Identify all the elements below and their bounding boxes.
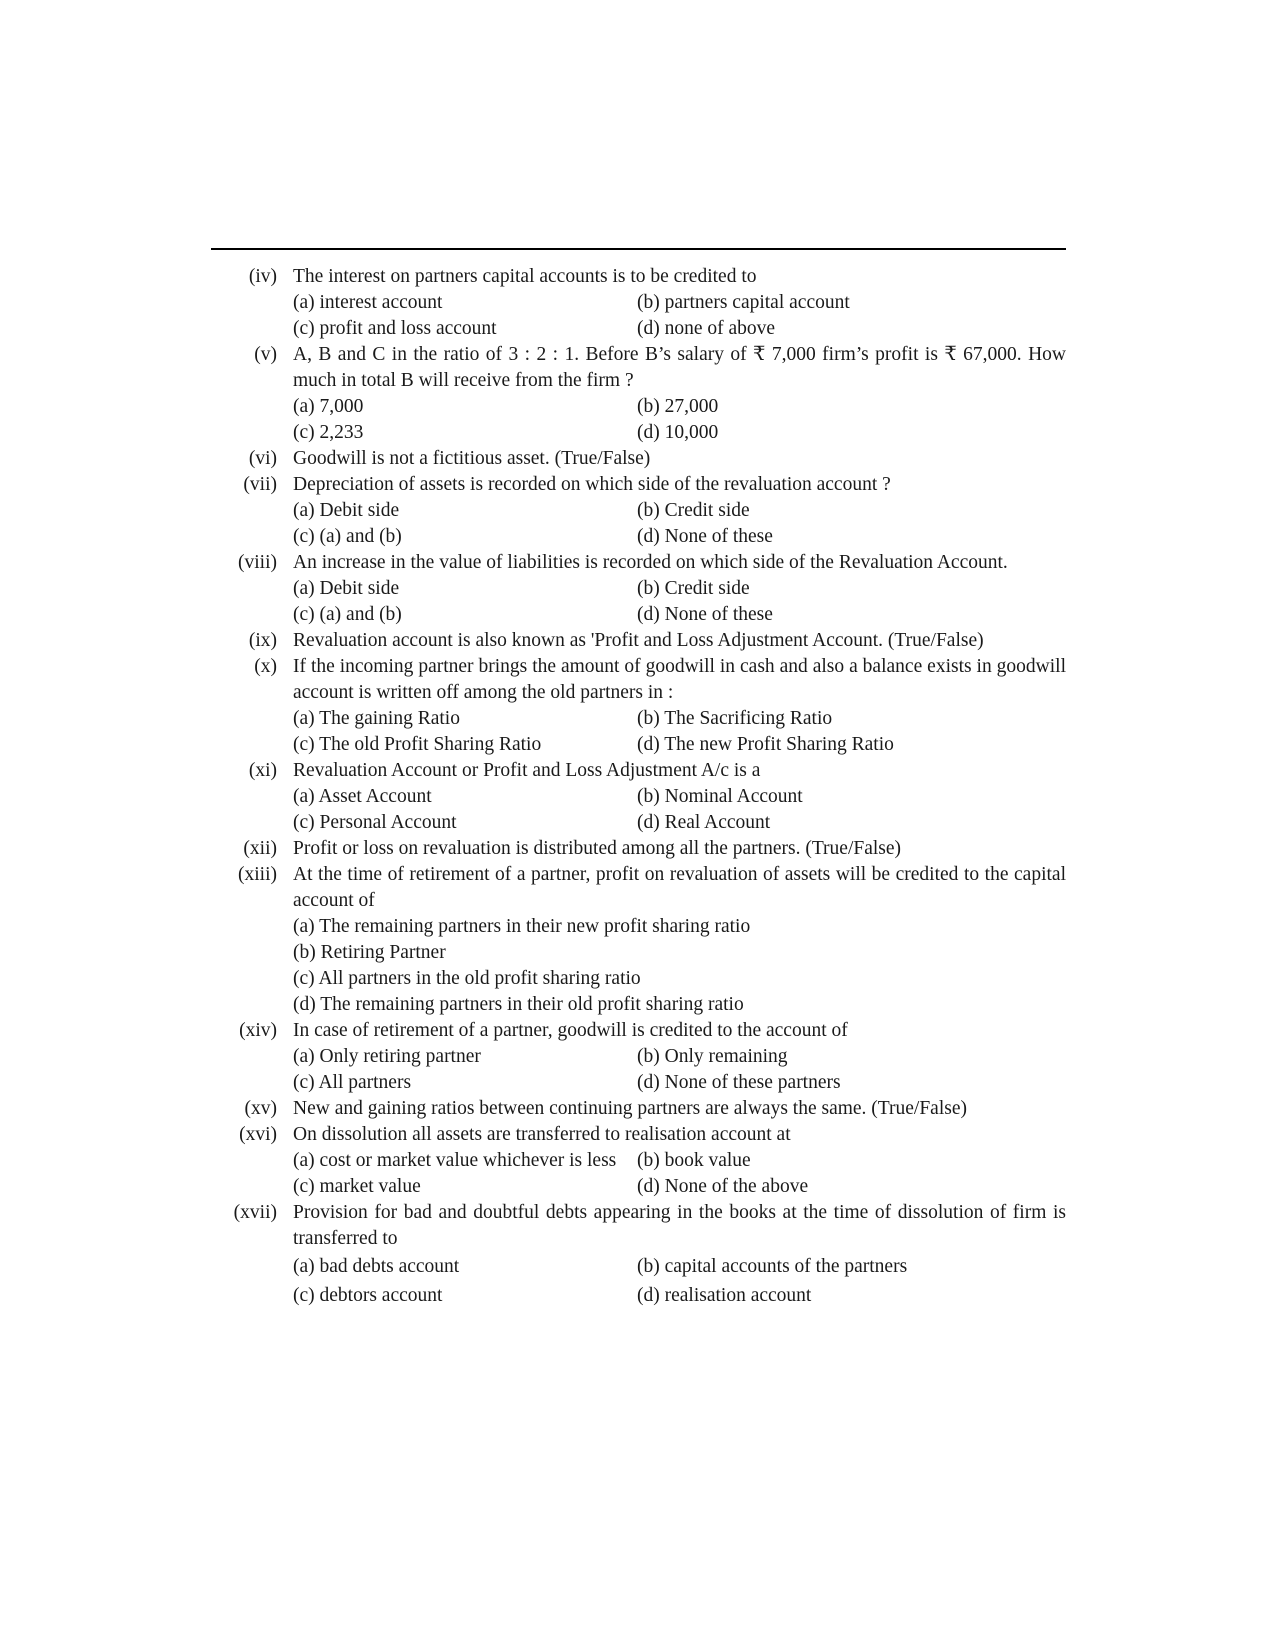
question-item <box>211 342 1066 446</box>
question-number: (viii) <box>238 552 277 573</box>
question-list <box>211 264 1066 1310</box>
answer-options <box>293 1252 1066 1310</box>
header-rule <box>211 248 1066 250</box>
answer-option: (d) The remaining partners in their old profit sharing ratio <box>293 994 744 1015</box>
answer-option: (d) 10,000 <box>637 422 719 443</box>
question-text: Depreciation of assets is recorded on which side of the revaluation account ? <box>293 474 891 495</box>
question-item <box>211 1096 1066 1122</box>
question-item <box>211 264 1066 342</box>
answer-option: (b) book value <box>637 1150 751 1171</box>
answer-option: (d) None of the above <box>637 1176 809 1197</box>
question-body <box>293 654 1066 758</box>
answer-option: (a) cost or market value whichever is less <box>293 1150 617 1171</box>
question-body <box>293 758 1066 836</box>
question-item <box>211 550 1066 628</box>
answer-options <box>293 706 1066 758</box>
question-item <box>211 1122 1066 1200</box>
question-text: At the time of retirement of a partner, profit on revaluation of assets will be credited to the capital account of <box>293 864 1066 911</box>
answer-option: (a) The gaining Ratio <box>293 708 460 729</box>
question-number: (xiii) <box>238 864 277 885</box>
question-body <box>293 446 1066 472</box>
answer-option: (c) The old Profit Sharing Ratio <box>293 734 542 755</box>
question-text: On dissolution all assets are transferred to realisation account at <box>293 1124 791 1145</box>
question-item <box>211 1018 1066 1096</box>
question-number: (xvi) <box>239 1124 277 1145</box>
question-text: If the incoming partner brings the amount of goodwill in cash and also a balance exists in goodwill account is written off among the old partners in : <box>293 656 1066 703</box>
question-text: A, B and C in the ratio of 3 : 2 : 1. Before B’s salary of ₹ 7,000 firm’s profit is ₹ 67,000. How much in total B will receive from the firm ? <box>293 344 1066 391</box>
answer-option: (c) profit and loss account <box>293 318 497 339</box>
question-number: (xi) <box>248 760 277 781</box>
answer-options <box>293 576 1066 628</box>
answer-option: (c) All partners in the old profit sharing ratio <box>293 968 641 989</box>
question-item <box>211 446 1066 472</box>
question-number: (vii) <box>243 474 277 495</box>
answer-option: (d) Real Account <box>637 812 771 833</box>
answer-option: (c) 2,233 <box>293 422 364 443</box>
question-body <box>293 1018 1066 1096</box>
question-item <box>211 1200 1066 1310</box>
question-item <box>211 836 1066 862</box>
question-text: Revaluation account is also known as 'Profit and Loss Adjustment Account. (True/False) <box>293 630 984 651</box>
answer-option: (b) Nominal Account <box>637 786 803 807</box>
question-text: An increase in the value of liabilities is recorded on which side of the Revaluation Account. <box>293 552 1008 573</box>
answer-option: (b) partners capital account <box>637 292 850 313</box>
question-body <box>293 1200 1066 1310</box>
answer-option: (c) debtors account <box>293 1285 443 1306</box>
answer-option: (d) realisation account <box>637 1285 812 1306</box>
question-number: (xv) <box>244 1098 277 1119</box>
question-text: Goodwill is not a fictitious asset. (True/False) <box>293 448 651 469</box>
question-body <box>293 342 1066 446</box>
answer-option: (a) bad debts account <box>293 1256 460 1277</box>
question-number: (iv) <box>248 266 277 287</box>
answer-option: (c) Personal Account <box>293 812 457 833</box>
question-body <box>293 836 1066 862</box>
answer-options <box>293 784 1066 836</box>
answer-options <box>293 914 1066 1018</box>
answer-option: (d) The new Profit Sharing Ratio <box>637 734 894 755</box>
question-text: In case of retirement of a partner, goodwill is credited to the account of <box>293 1020 848 1041</box>
answer-options <box>293 1044 1066 1096</box>
answer-options <box>293 498 1066 550</box>
question-item <box>211 862 1066 1018</box>
answer-option: (a) Debit side <box>293 578 400 599</box>
answer-option: (a) Asset Account <box>293 786 432 807</box>
answer-option: (b) 27,000 <box>637 396 719 417</box>
answer-option: (a) 7,000 <box>293 396 364 417</box>
question-item <box>211 472 1066 550</box>
question-number: (v) <box>254 344 277 365</box>
answer-options <box>293 1148 1066 1200</box>
question-text: Revaluation Account or Profit and Loss Adjustment A/c is a <box>293 760 761 781</box>
question-body <box>293 472 1066 550</box>
answer-options <box>293 394 1066 446</box>
question-item <box>211 654 1066 758</box>
answer-option: (a) Debit side <box>293 500 400 521</box>
question-number: (xvii) <box>233 1202 277 1223</box>
answer-option: (c) (a) and (b) <box>293 604 402 625</box>
answer-option: (b) capital accounts of the partners <box>637 1256 908 1277</box>
answer-option: (d) none of above <box>637 318 776 339</box>
question-number: (vi) <box>248 448 277 469</box>
answer-option: (b) The Sacrificing Ratio <box>637 708 833 729</box>
question-number: (ix) <box>248 630 277 651</box>
answer-option: (d) None of these <box>637 604 773 625</box>
question-body <box>293 628 1066 654</box>
answer-option: (a) The remaining partners in their new profit sharing ratio <box>293 916 751 937</box>
question-body <box>293 862 1066 1018</box>
answer-option: (a) Only retiring partner <box>293 1046 481 1067</box>
question-item <box>211 758 1066 836</box>
answer-option: (b) Credit side <box>637 578 750 599</box>
answer-option: (b) Credit side <box>637 500 750 521</box>
answer-options <box>293 290 1066 342</box>
question-number: (xiv) <box>239 1020 277 1041</box>
answer-option: (d) None of these partners <box>637 1072 841 1093</box>
question-body <box>293 550 1066 628</box>
answer-option: (a) interest account <box>293 292 443 313</box>
question-number: (x) <box>254 656 277 677</box>
question-body <box>293 1122 1066 1200</box>
answer-option: (b) Retiring Partner <box>293 942 446 963</box>
question-text: Provision for bad and doubtful debts appearing in the books at the time of dissolution of firm is transferred to <box>293 1202 1066 1249</box>
question-text: The interest on partners capital accounts is to be credited to <box>293 266 757 287</box>
answer-option: (c) All partners <box>293 1072 412 1093</box>
answer-option: (b) Only remaining <box>637 1046 788 1067</box>
question-body <box>293 1096 1066 1122</box>
question-text: Profit or loss on revaluation is distributed among all the partners. (True/False) <box>293 838 902 859</box>
question-number: (xii) <box>243 838 277 859</box>
question-text: New and gaining ratios between continuing partners are always the same. (True/False) <box>293 1098 967 1119</box>
question-item <box>211 628 1066 654</box>
answer-option: (c) market value <box>293 1176 421 1197</box>
answer-option: (c) (a) and (b) <box>293 526 402 547</box>
question-body <box>293 264 1066 342</box>
answer-option: (d) None of these <box>637 526 773 547</box>
